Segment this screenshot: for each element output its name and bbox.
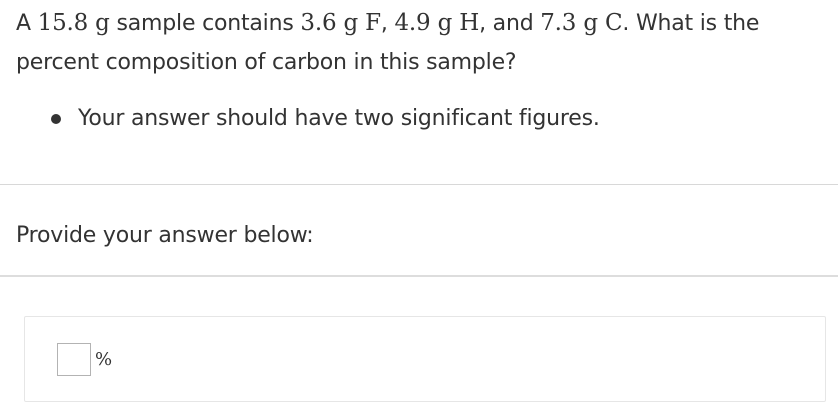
instruction-item: [0, 99, 600, 139]
question-segment: , and: [479, 11, 541, 36]
carbon-mass: 7.3 g C: [540, 10, 623, 36]
question-segment: . What is the percent composition of carbon in this sample?: [16, 11, 760, 75]
hydrogen-mass: 4.9 g H: [394, 10, 480, 36]
instruction-text: Your answer should have two significant figures.: [78, 106, 600, 131]
answer-prompt: Provide your answer below:: [16, 223, 314, 248]
section-divider: [0, 184, 838, 185]
fluorine-mass: 3.6 g F: [300, 10, 381, 36]
bullet-icon: [51, 114, 61, 124]
section-divider: [0, 275, 838, 277]
sample-mass: 15.8 g: [37, 10, 110, 36]
instruction-list: [0, 99, 600, 139]
percent-unit: %: [95, 349, 113, 370]
question-segment: sample contains: [109, 11, 301, 36]
percent-answer-input[interactable]: [57, 343, 91, 376]
question-text: [16, 4, 821, 82]
question-segment: A: [16, 11, 38, 36]
question-segment: ,: [380, 11, 395, 36]
answer-panel: [24, 316, 826, 402]
